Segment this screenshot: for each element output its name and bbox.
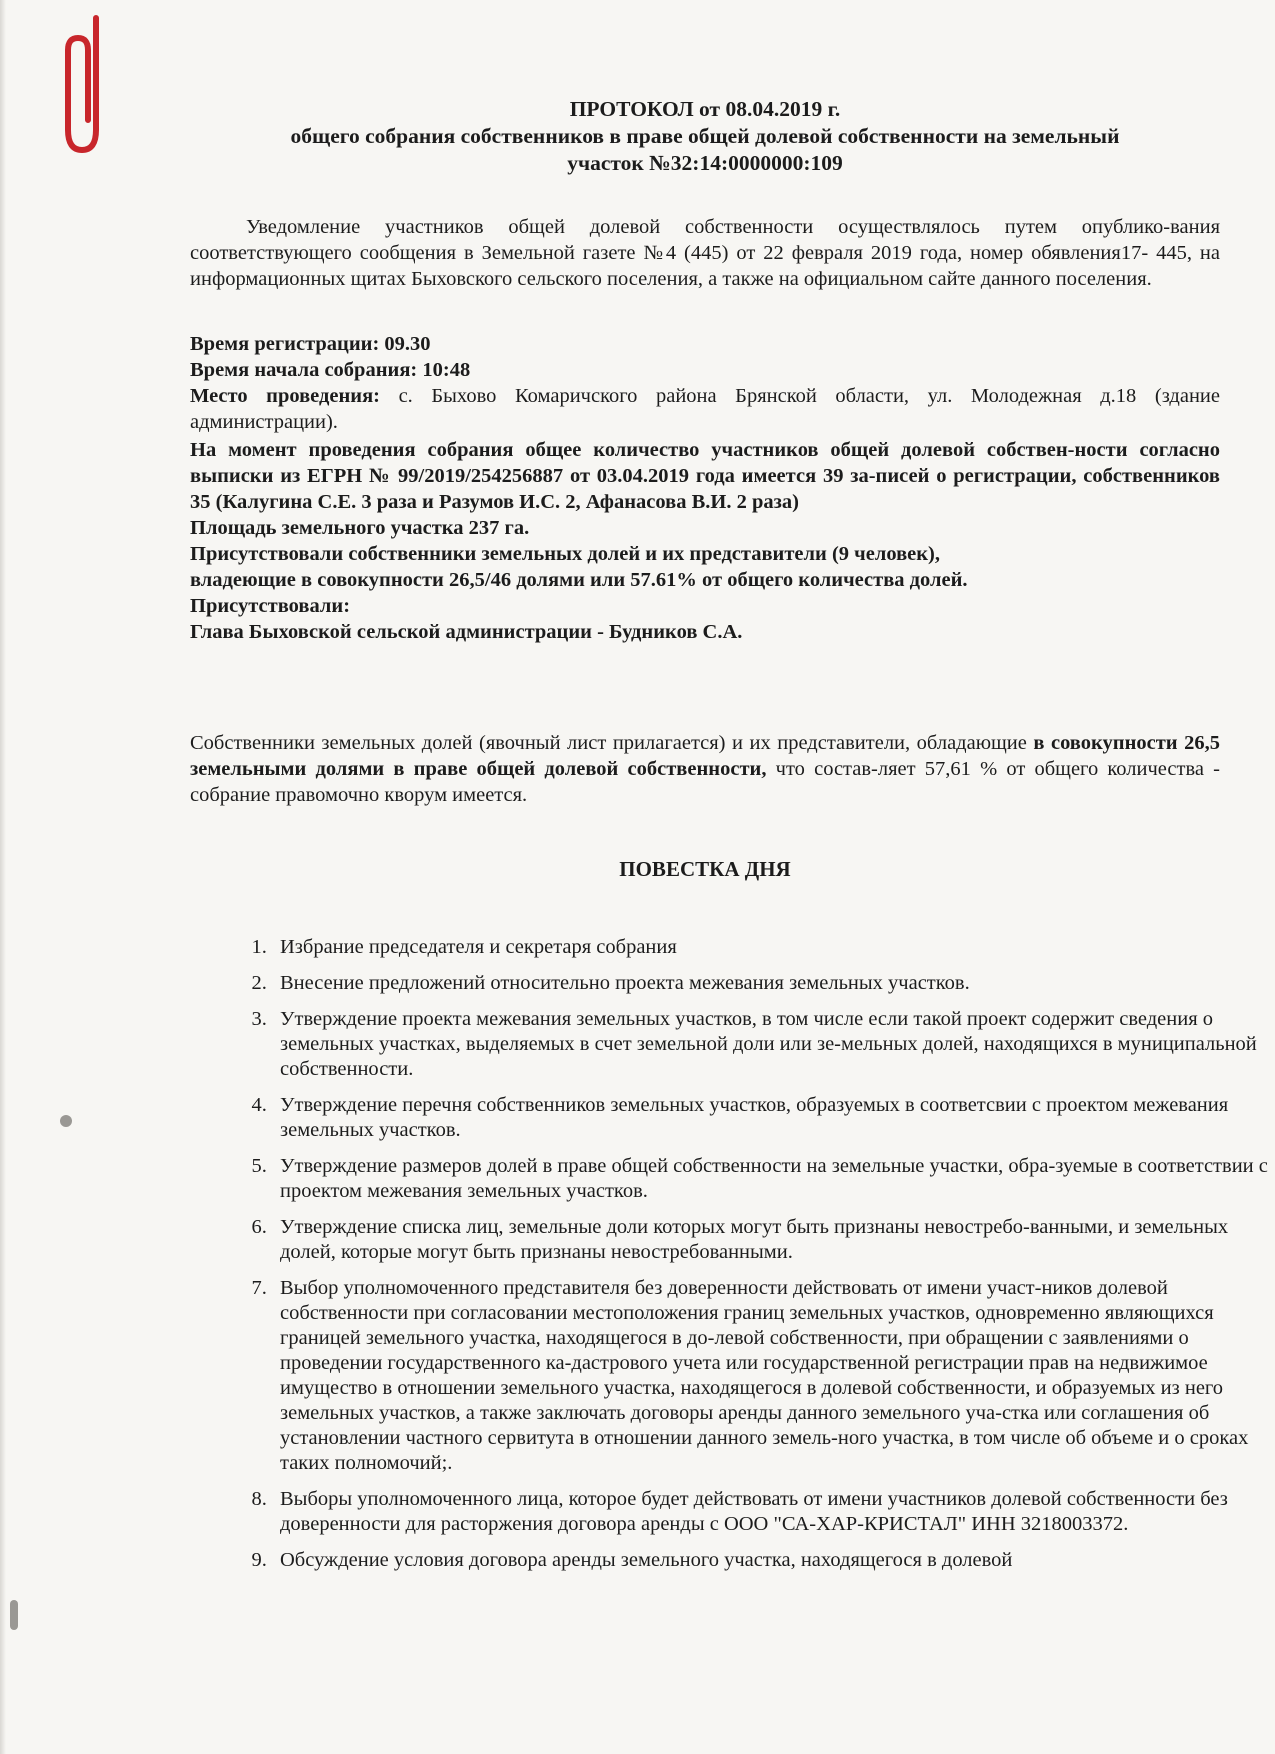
attended-head: Глава Быховской сельской администрации - Будников С.А. (190, 621, 743, 643)
binder-hole (10, 1600, 18, 1630)
attended-owners-line-1: Присутствовали собственники земельных долей и их представители (9 человек), (190, 543, 941, 565)
quorum-part-1: Собственники земельных долей (явочный лист прилагается) и их представители, обладающие (190, 732, 1034, 754)
punch-hole (60, 1115, 72, 1127)
plot-area: Площадь земельного участка 237 га. (190, 517, 530, 539)
agenda-list (230, 935, 1272, 1584)
quorum-part-3: что состав-ляет 57,61 % от общего количества - собрание правомочно кворум имеется. (190, 758, 1220, 806)
agenda-item: 1. Избрание председателя и секретаря собрания (272, 935, 1272, 960)
quorum-part-2: в совокупности 26,5 земельными долями в праве общей долевой собственности, (190, 732, 1221, 780)
page-edge-shadow (0, 0, 6, 1754)
agenda-item: 5. Утверждение размеров долей в праве общей собственности на земельные участки, обра-зуемые в соответствии с проектом межевания земельных участков. (272, 1154, 1272, 1204)
registration-time: Время регистрации: 09.30 (190, 333, 431, 355)
venue-text: с. Быхово Комаричского района Брянской области, ул. Молодежная д.18 (здание администрации). (190, 385, 1221, 433)
venue-label: Место проведения: (190, 385, 381, 407)
start-time: Время начала собрания: 10:48 (190, 359, 471, 381)
title-line-2: общего собрания собственников в праве общей долевой собственности на земельный (290, 124, 1120, 148)
agenda-item: 8. Выборы уполномоченного лица, которое будет действовать от имени участников долевой собственности без доверенности для расторжения договора аренды с ООО "СА-ХАР-КРИСТАЛ" ИНН 3218003372. (272, 1487, 1272, 1537)
document-title (180, 96, 1230, 177)
notice-paragraph: Уведомление участников общей долевой собственности осуществлялось путем опублико-вания соответствующего сообщения в Земельной газете №4 (445) от 22 февраля 2019 года, номер обявления17- 445, на информационных щитах Быховского сельского поселения, а также на официальном сайте данного поселения. (190, 216, 1220, 290)
agenda-item: 6. Утверждение списка лиц, земельные доли которых могут быть признаны невостребо-ванными, и земельных долей, которые могут быть признаны невостребованными. (272, 1215, 1272, 1265)
agenda-item: 7. Выбор уполномоченного представителя без доверенности действовать от имени участ-ников долевой собственности при согласовании местоположения границ земельных участков, одновременно являющихся границей земельного участка, находящегося в до-левой собственности, при обращении с заявлениями о проведении государственного ка-дастрового учета или государственной регистрации прав на недвижимое имущество в отношении земельного участка, находящегося в долевой собственности, и образуемых из него земельных участков, а также заключать договоры аренды данного земельного уча-стка или соглашения об установлении частного сервитута в отношении данного земель-ного участка, в том числе об объеме и о сроках таких полномочий;. (272, 1276, 1272, 1476)
agenda-item: 2. Внесение предложений относительно проекта межевания земельных участков. (272, 971, 1272, 996)
paper-clip-icon (56, 10, 116, 160)
title-line-1: ПРОТОКОЛ от 08.04.2019 г. (569, 97, 841, 121)
agenda-heading: ПОВЕСТКА ДНЯ (619, 857, 791, 881)
attended-label: Присутствовали: (190, 595, 351, 617)
meeting-details (190, 331, 1220, 645)
agenda-item: 9. Обсуждение условия договора аренды земельного участка, находящегося в долевой (272, 1548, 1272, 1573)
quorum-paragraph (190, 730, 1220, 808)
title-line-3: участок №32:14:0000000:109 (567, 151, 843, 175)
venue (190, 383, 1220, 435)
participants-info: На момент проведения собрания общее количество участников общей долевой собствен-ности согласно выписки из ЕГРН № 99/2019/254256887 от 03.04.2019 года имеется 39 за-писей о регистрации, собственников 35 (Калугина С.Е. 3 раза и Разумов И.С. 2, Афанасова В.И. 2 раза) (190, 439, 1220, 513)
agenda-item: 4. Утверждение перечня собственников земельных участков, образуемых в соответсвии с проектом межевания земельных участков. (272, 1093, 1272, 1143)
attended-owners-line-2: владеющие в совокупности 26,5/46 долями или 57.61% от общего количества долей. (190, 569, 968, 591)
agenda-item: 3. Утверждение проекта межевания земельных участков, в том числе если такой проект содержит сведения о земельных участках, выделяемых в счет земельной доли или зе-мельных долей, находящихся в муниципальной собственности. (272, 1007, 1272, 1082)
